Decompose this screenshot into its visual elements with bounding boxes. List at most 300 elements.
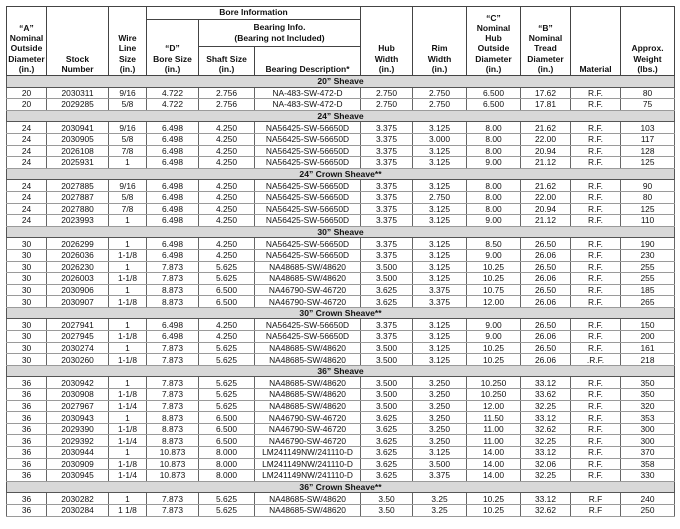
cell-wire-line-size: 1-1/8	[109, 458, 147, 470]
cell-outside-diameter: 30	[7, 342, 47, 354]
cell-weight: 350	[621, 389, 675, 401]
header-material: Material	[571, 7, 621, 76]
header-line: Hub	[378, 43, 395, 54]
cell-rim-width: 3.000	[413, 133, 467, 145]
header-line: Diameter	[475, 53, 512, 64]
cell-bearing-description: NA56425-SW-56650D	[255, 180, 361, 192]
cell-bearing-description: NA48685-SW/48620	[255, 354, 361, 366]
cell-rim-width: 3.125	[413, 203, 467, 215]
cell-tread-diameter: 26.50	[521, 319, 571, 331]
header-line: Nominal	[476, 22, 511, 33]
cell-bearing-description: NA48685-SW/48620	[255, 342, 361, 354]
cell-shaft-size: 4.250	[199, 331, 255, 343]
cell-weight: 190	[621, 238, 675, 250]
cell-outside-diameter: 24	[7, 122, 47, 134]
cell-wire-line-size: 7/8	[109, 145, 147, 157]
cell-weight: 358	[621, 458, 675, 470]
cell-shaft-size: 2.756	[199, 87, 255, 99]
cell-bore-size: 10.873	[147, 458, 199, 470]
cell-stock-number: 2023993	[47, 215, 109, 227]
cell-hub-outside-diameter: 9.00	[467, 319, 521, 331]
cell-rim-width: 3.125	[413, 215, 467, 227]
cell-wire-line-size: 1-1/8	[109, 249, 147, 261]
cell-material: R.F.	[571, 203, 621, 215]
cell-shaft-size: 6.500	[199, 435, 255, 447]
cell-material: R.F.	[571, 389, 621, 401]
header-line: (in.)	[18, 63, 35, 74]
cell-tread-diameter: 26.06	[521, 249, 571, 261]
cell-hub-width: 3.625	[361, 435, 413, 447]
cell-tread-diameter: 22.00	[521, 133, 571, 145]
cell-rim-width: 2.750	[413, 191, 467, 203]
table-row	[7, 99, 675, 111]
cell-tread-diameter: 32.06	[521, 458, 571, 470]
table-row	[7, 331, 675, 343]
cell-stock-number: 2030944	[47, 447, 109, 459]
cell-weight: 150	[621, 319, 675, 331]
cell-outside-diameter: 30	[7, 284, 47, 296]
cell-tread-diameter: 32.25	[521, 435, 571, 447]
cell-tread-diameter: 32.25	[521, 400, 571, 412]
cell-hub-width: 3.375	[361, 215, 413, 227]
cell-wire-line-size: 1	[109, 284, 147, 296]
cell-material: R.F.	[571, 342, 621, 354]
cell-hub-width: 3.375	[361, 249, 413, 261]
cell-bearing-description: NA56425-SW-56650D	[255, 238, 361, 250]
cell-bore-size: 6.498	[147, 122, 199, 134]
cell-bore-size: 7.873	[147, 504, 199, 516]
table-row	[7, 354, 675, 366]
table-row	[7, 400, 675, 412]
cell-bore-size: 7.873	[147, 493, 199, 505]
cell-shaft-size: 5.625	[199, 504, 255, 516]
header-line: (in.)	[218, 63, 235, 74]
cell-weight: 90	[621, 180, 675, 192]
cell-stock-number: 2026230	[47, 261, 109, 273]
cell-shaft-size: 8.000	[199, 458, 255, 470]
cell-stock-number: 2030942	[47, 377, 109, 389]
cell-bore-size: 8.873	[147, 284, 199, 296]
cell-hub-outside-diameter: 8.00	[467, 122, 521, 134]
table-row	[7, 447, 675, 459]
header-tread-diameter	[521, 7, 571, 76]
cell-hub-width: 3.625	[361, 470, 413, 482]
header-line: Weight	[633, 53, 662, 64]
cell-hub-width: 3.375	[361, 122, 413, 134]
cell-hub-outside-diameter: 11.00	[467, 435, 521, 447]
cell-material: R.F.	[571, 435, 621, 447]
cell-bore-size: 10.873	[147, 447, 199, 459]
section-header-row	[7, 365, 675, 377]
cell-rim-width: 2.750	[413, 99, 467, 111]
cell-shaft-size: 4.250	[199, 157, 255, 169]
cell-shaft-size: 5.625	[199, 354, 255, 366]
cell-bearing-description: NA56425-SW-56650D	[255, 133, 361, 145]
cell-hub-outside-diameter: 10.25	[467, 342, 521, 354]
cell-hub-width: 3.500	[361, 261, 413, 273]
table-row	[7, 87, 675, 99]
header-line: “D”	[165, 43, 180, 54]
cell-hub-width: 2.750	[361, 87, 413, 99]
cell-weight: 125	[621, 203, 675, 215]
cell-tread-diameter: 32.62	[521, 504, 571, 516]
header-line: Outside	[477, 43, 510, 54]
header-line: Diameter	[527, 53, 564, 64]
cell-bore-size: 7.873	[147, 400, 199, 412]
cell-outside-diameter: 30	[7, 331, 47, 343]
cell-weight: 80	[621, 191, 675, 203]
cell-material: R.F.	[571, 261, 621, 273]
cell-weight: 230	[621, 249, 675, 261]
cell-hub-width: 3.625	[361, 423, 413, 435]
cell-weight: 370	[621, 447, 675, 459]
cell-wire-line-size: 1	[109, 342, 147, 354]
cell-wire-line-size: 1-1/8	[109, 389, 147, 401]
table-row	[7, 435, 675, 447]
cell-rim-width: 3.125	[413, 249, 467, 261]
header-line: Nominal	[9, 33, 44, 44]
cell-outside-diameter: 24	[7, 180, 47, 192]
table-row	[7, 215, 675, 227]
cell-stock-number: 2030311	[47, 87, 109, 99]
cell-wire-line-size: 5/8	[109, 99, 147, 111]
cell-stock-number: 2027885	[47, 180, 109, 192]
cell-bearing-description: NA56425-SW-56650D	[255, 157, 361, 169]
cell-hub-outside-diameter: 14.00	[467, 470, 521, 482]
header-bore-size	[147, 20, 199, 76]
header-line: Stock	[65, 53, 90, 64]
cell-outside-diameter: 36	[7, 458, 47, 470]
cell-shaft-size: 2.756	[199, 99, 255, 111]
cell-material: R.F.	[571, 284, 621, 296]
cell-stock-number: 2030943	[47, 412, 109, 424]
cell-shaft-size: 5.625	[199, 493, 255, 505]
cell-hub-width: 3.625	[361, 284, 413, 296]
cell-outside-diameter: 36	[7, 447, 47, 459]
cell-wire-line-size: 5/8	[109, 191, 147, 203]
cell-stock-number: 2030907	[47, 296, 109, 308]
cell-bore-size: 8.873	[147, 296, 199, 308]
header-line: Nominal	[528, 33, 563, 44]
section-title: 36” Crown Sheave**	[7, 481, 675, 493]
cell-rim-width: 3.125	[413, 180, 467, 192]
cell-hub-outside-diameter: 10.250	[467, 389, 521, 401]
cell-bore-size: 6.498	[147, 215, 199, 227]
cell-weight: 128	[621, 145, 675, 157]
cell-material: R.F.	[571, 157, 621, 169]
cell-shaft-size: 6.500	[199, 412, 255, 424]
cell-rim-width: 3.250	[413, 412, 467, 424]
cell-hub-outside-diameter: 11.50	[467, 412, 521, 424]
cell-bearing-description: NA46790-SW-46720	[255, 296, 361, 308]
cell-wire-line-size: 9/16	[109, 122, 147, 134]
cell-bearing-description: NA56425-SW-56650D	[255, 249, 361, 261]
cell-tread-diameter: 22.00	[521, 191, 571, 203]
cell-hub-width: 3.375	[361, 238, 413, 250]
cell-hub-outside-diameter: 14.00	[467, 447, 521, 459]
cell-stock-number: 2030284	[47, 504, 109, 516]
cell-hub-width: 3.375	[361, 319, 413, 331]
cell-outside-diameter: 24	[7, 215, 47, 227]
cell-wire-line-size: 1	[109, 377, 147, 389]
cell-tread-diameter: 20.94	[521, 145, 571, 157]
cell-stock-number: 2026036	[47, 249, 109, 261]
cell-stock-number: 2029392	[47, 435, 109, 447]
cell-rim-width: 3.250	[413, 400, 467, 412]
header-line: (lbs.)	[637, 63, 658, 74]
cell-hub-outside-diameter: 6.500	[467, 99, 521, 111]
cell-bore-size: 7.873	[147, 377, 199, 389]
cell-wire-line-size: 1	[109, 412, 147, 424]
cell-bearing-description: NA48685-SW/48620	[255, 261, 361, 273]
cell-hub-width: 3.500	[361, 377, 413, 389]
cell-hub-outside-diameter: 10.25	[467, 273, 521, 285]
cell-material: R.F.	[571, 319, 621, 331]
cell-weight: 250	[621, 504, 675, 516]
header-line: (in.)	[119, 63, 136, 74]
cell-weight: 117	[621, 133, 675, 145]
cell-wire-line-size: 9/16	[109, 87, 147, 99]
cell-hub-outside-diameter: 14.00	[467, 458, 521, 470]
header-hub-width	[361, 7, 413, 76]
cell-stock-number: 2030945	[47, 470, 109, 482]
cell-material: R.F.	[571, 99, 621, 111]
cell-hub-width: 3.375	[361, 157, 413, 169]
cell-rim-width: 3.125	[413, 447, 467, 459]
header-line: Diameter	[8, 53, 45, 64]
cell-bore-size: 6.498	[147, 203, 199, 215]
cell-weight: 330	[621, 470, 675, 482]
cell-stock-number: 2026108	[47, 145, 109, 157]
cell-rim-width: 3.250	[413, 435, 467, 447]
table-row	[7, 342, 675, 354]
header-line: Size	[118, 53, 136, 64]
cell-hub-width: 3.500	[361, 273, 413, 285]
cell-bearing-description: LM241149NW/241110-D	[255, 458, 361, 470]
cell-bore-size: 10.873	[147, 470, 199, 482]
cell-wire-line-size: 1-1/4	[109, 470, 147, 482]
cell-rim-width: 3.375	[413, 470, 467, 482]
cell-material: R.F.	[571, 377, 621, 389]
header-bore-information: Bore Information	[147, 7, 361, 20]
header-wire-line-size	[109, 7, 147, 76]
cell-outside-diameter: 30	[7, 261, 47, 273]
cell-tread-diameter: 26.06	[521, 273, 571, 285]
cell-bore-size: 7.873	[147, 273, 199, 285]
header-line: Number	[61, 63, 94, 74]
cell-weight: 75	[621, 99, 675, 111]
cell-shaft-size: 4.250	[199, 215, 255, 227]
cell-shaft-size: 6.500	[199, 284, 255, 296]
cell-bearing-description: LM241149NW/241110-D	[255, 470, 361, 482]
cell-material: R.F.	[571, 215, 621, 227]
cell-hub-width: 3.50	[361, 493, 413, 505]
cell-tread-diameter: 32.62	[521, 423, 571, 435]
cell-bore-size: 4.722	[147, 99, 199, 111]
cell-stock-number: 2030906	[47, 284, 109, 296]
section-header-row	[7, 168, 675, 180]
cell-material: R.F.	[571, 122, 621, 134]
cell-outside-diameter: 36	[7, 493, 47, 505]
cell-hub-outside-diameter: 9.00	[467, 157, 521, 169]
cell-hub-outside-diameter: 12.00	[467, 296, 521, 308]
cell-stock-number: 2029390	[47, 423, 109, 435]
cell-tread-diameter: 26.06	[521, 296, 571, 308]
cell-shaft-size: 4.250	[199, 191, 255, 203]
cell-hub-outside-diameter: 9.00	[467, 249, 521, 261]
header-line: Hub	[485, 33, 502, 44]
cell-hub-outside-diameter: 9.00	[467, 215, 521, 227]
header-line: (in.)	[378, 63, 395, 74]
cell-weight: 240	[621, 493, 675, 505]
cell-weight: 350	[621, 377, 675, 389]
cell-outside-diameter: 36	[7, 435, 47, 447]
section-title: 24” Crown Sheave**	[7, 168, 675, 180]
cell-hub-outside-diameter: 8.00	[467, 191, 521, 203]
table-row	[7, 273, 675, 285]
cell-bore-size: 8.873	[147, 423, 199, 435]
cell-bore-size: 4.722	[147, 87, 199, 99]
cell-rim-width: 3.125	[413, 261, 467, 273]
cell-shaft-size: 5.625	[199, 261, 255, 273]
cell-bore-size: 6.498	[147, 249, 199, 261]
header-line: Approx.	[631, 43, 664, 54]
cell-wire-line-size: 1	[109, 447, 147, 459]
table-row	[7, 377, 675, 389]
cell-wire-line-size: 1-1/8	[109, 423, 147, 435]
cell-rim-width: 3.250	[413, 377, 467, 389]
cell-shaft-size: 5.625	[199, 400, 255, 412]
cell-outside-diameter: 30	[7, 354, 47, 366]
cell-rim-width: 3.375	[413, 284, 467, 296]
cell-weight: 125	[621, 157, 675, 169]
cell-shaft-size: 6.500	[199, 296, 255, 308]
cell-hub-width: 3.625	[361, 296, 413, 308]
table-row	[7, 180, 675, 192]
cell-hub-width: 3.375	[361, 191, 413, 203]
cell-hub-width: 3.50	[361, 504, 413, 516]
cell-outside-diameter: 36	[7, 470, 47, 482]
cell-rim-width: 3.125	[413, 157, 467, 169]
cell-bore-size: 6.498	[147, 145, 199, 157]
cell-wire-line-size: 9/16	[109, 180, 147, 192]
sheave-spec-table	[6, 6, 675, 517]
header-line: Shaft Size	[206, 53, 247, 64]
table-row	[7, 191, 675, 203]
cell-wire-line-size: 1	[109, 157, 147, 169]
cell-stock-number: 2029285	[47, 99, 109, 111]
cell-bore-size: 6.498	[147, 191, 199, 203]
cell-wire-line-size: 1-1/8	[109, 354, 147, 366]
cell-stock-number: 2030260	[47, 354, 109, 366]
cell-material: R.F.	[571, 458, 621, 470]
cell-hub-outside-diameter: 10.25	[467, 354, 521, 366]
cell-wire-line-size: 1	[109, 215, 147, 227]
cell-material: R.F.	[571, 249, 621, 261]
cell-rim-width: 3.250	[413, 389, 467, 401]
cell-bearing-description: NA56425-SW-56650D	[255, 145, 361, 157]
section-title: 30” Sheave	[7, 226, 675, 238]
cell-hub-width: 2.750	[361, 99, 413, 111]
header-line: “B”	[538, 22, 553, 33]
cell-stock-number: 2030905	[47, 133, 109, 145]
cell-tread-diameter: 33.12	[521, 493, 571, 505]
cell-wire-line-size: 7/8	[109, 203, 147, 215]
cell-hub-outside-diameter: 10.75	[467, 284, 521, 296]
cell-rim-width: 3.125	[413, 145, 467, 157]
cell-stock-number: 2027945	[47, 331, 109, 343]
cell-stock-number: 2026003	[47, 273, 109, 285]
header-line: Outside	[10, 43, 43, 54]
cell-tread-diameter: 26.50	[521, 284, 571, 296]
cell-material: R.F.	[571, 87, 621, 99]
cell-outside-diameter: 30	[7, 273, 47, 285]
header-line: (in.)	[537, 63, 554, 74]
cell-hub-outside-diameter: 12.00	[467, 400, 521, 412]
table-row	[7, 238, 675, 250]
cell-hub-width: 3.375	[361, 180, 413, 192]
cell-hub-outside-diameter: 10.25	[467, 504, 521, 516]
cell-bore-size: 7.873	[147, 389, 199, 401]
cell-hub-outside-diameter: 8.00	[467, 145, 521, 157]
section-title: 36” Sheave	[7, 365, 675, 377]
header-line: Tread	[534, 43, 557, 54]
cell-rim-width: 3.125	[413, 354, 467, 366]
cell-stock-number: 2026299	[47, 238, 109, 250]
table-row	[7, 493, 675, 505]
cell-weight: 300	[621, 423, 675, 435]
cell-hub-width: 3.500	[361, 400, 413, 412]
cell-material: R.F.	[571, 296, 621, 308]
cell-rim-width: 3.125	[413, 122, 467, 134]
cell-shaft-size: 8.000	[199, 470, 255, 482]
cell-hub-width: 3.375	[361, 133, 413, 145]
cell-material: .R.F.	[571, 354, 621, 366]
cell-hub-width: 3.375	[361, 145, 413, 157]
header-line: “A”	[19, 22, 34, 33]
cell-weight: 320	[621, 400, 675, 412]
cell-material: R.F	[571, 493, 621, 505]
cell-shaft-size: 4.250	[199, 238, 255, 250]
cell-bore-size: 6.498	[147, 319, 199, 331]
table-row	[7, 389, 675, 401]
cell-outside-diameter: 24	[7, 203, 47, 215]
table-row	[7, 458, 675, 470]
cell-stock-number: 2027967	[47, 400, 109, 412]
cell-shaft-size: 5.625	[199, 273, 255, 285]
cell-stock-number: 2030941	[47, 122, 109, 134]
cell-rim-width: 3.375	[413, 296, 467, 308]
cell-hub-width: 3.625	[361, 458, 413, 470]
cell-weight: 353	[621, 412, 675, 424]
cell-tread-diameter: 32.25	[521, 470, 571, 482]
section-header-row	[7, 226, 675, 238]
cell-hub-outside-diameter: 8.00	[467, 180, 521, 192]
cell-shaft-size: 5.625	[199, 389, 255, 401]
cell-outside-diameter: 30	[7, 249, 47, 261]
cell-wire-line-size: 5/8	[109, 133, 147, 145]
cell-shaft-size: 4.250	[199, 133, 255, 145]
cell-wire-line-size: 1	[109, 261, 147, 273]
cell-outside-diameter: 30	[7, 238, 47, 250]
cell-tread-diameter: 26.50	[521, 238, 571, 250]
cell-hub-width: 3.500	[361, 389, 413, 401]
cell-hub-width: 3.500	[361, 342, 413, 354]
cell-wire-line-size: 1-1/8	[109, 331, 147, 343]
header-shaft-size	[199, 47, 255, 76]
header-stock-number	[47, 7, 109, 76]
cell-shaft-size: 8.000	[199, 447, 255, 459]
